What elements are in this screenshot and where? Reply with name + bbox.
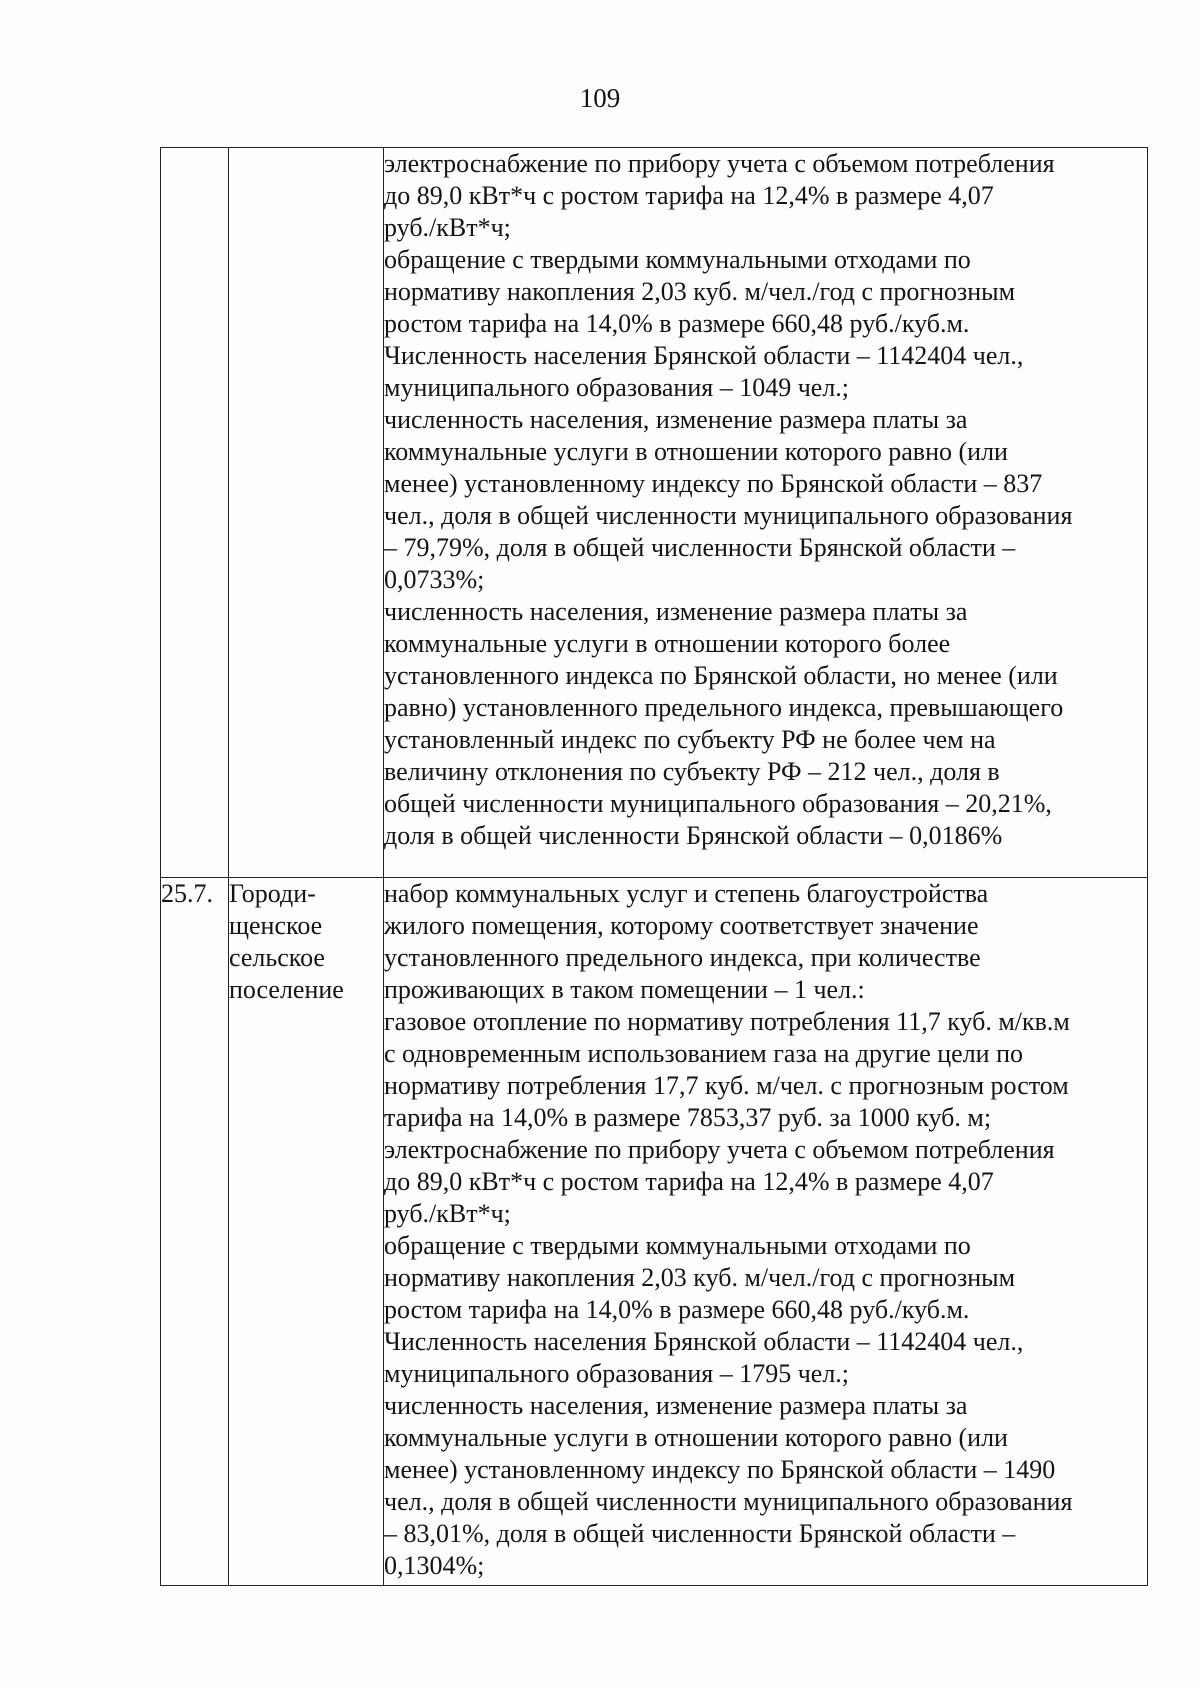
description-cell	[384, 878, 1148, 1586]
row-number-cell: 25.7.	[161, 878, 229, 1586]
text-line: общей численности муниципального образования – 20,21%,	[384, 789, 1052, 818]
text-line: коммунальные услуги в отношении которого равно (или	[384, 437, 1008, 466]
text-line: нормативу потребления 17,7 куб. м/чел. с прогнозным ростом	[384, 1071, 1069, 1100]
municipality-name-cell	[229, 878, 384, 1586]
text-line: 0,1304%;	[384, 1551, 485, 1580]
text-line: муниципального образования – 1049 чел.;	[384, 373, 850, 402]
name-line: щенское	[229, 911, 323, 940]
text-line: коммунальные услуги в отношении которого более	[384, 629, 951, 658]
text-line: чел., доля в общей численности муниципального образования	[384, 501, 1073, 530]
text-line: величину отклонения по субъекту РФ – 212 чел., доля в	[384, 757, 1000, 786]
text-line: нормативу накопления 2,03 куб. м/чел./год с прогнозным	[384, 277, 1016, 306]
name-line: поселение	[229, 975, 344, 1004]
text-line: газовое отопление по нормативу потребления 11,7 куб. м/кв.м	[384, 1007, 1070, 1036]
text-line: до 89,0 кВт*ч с ростом тарифа на 12,4% в размере 4,07	[384, 181, 994, 210]
text-line: до 89,0 кВт*ч с ростом тарифа на 12,4% в размере 4,07	[384, 1167, 994, 1196]
text-line: менее) установленному индексу по Брянской области – 837	[384, 469, 1043, 498]
text-line: тарифа на 14,0% в размере 7853,37 руб. за 1000 куб. м;	[384, 1103, 992, 1132]
document-table	[160, 147, 1148, 1586]
text-line: электроснабжение по прибору учета с объемом потребления	[384, 1135, 1055, 1164]
page-number: 109	[579, 83, 621, 113]
text-line: – 83,01%, доля в общей численности Брянской области –	[384, 1519, 1016, 1548]
text-line: нормативу накопления 2,03 куб. м/чел./год с прогнозным	[384, 1263, 1016, 1292]
text-line: равно) установленного предельного индекса, превышающего	[384, 693, 1064, 722]
text-line: жилого помещения, которому соответствует значение	[384, 911, 979, 940]
text-line: ростом тарифа на 14,0% в размере 660,48 руб./куб.м.	[384, 1295, 970, 1324]
text-line: Численность населения Брянской области – 1142404 чел.,	[384, 341, 1024, 370]
text-line: – 79,79%, доля в общей численности Брянской области –	[384, 533, 1016, 562]
name-line: Городи-	[229, 879, 316, 908]
text-line: набор коммунальных услуг и степень благоустройства	[384, 879, 989, 908]
text-line: численность населения, изменение размера платы за	[384, 597, 968, 626]
name-line: сельское	[229, 943, 325, 972]
text-line: руб./кВт*ч;	[384, 1199, 511, 1228]
description-cell	[384, 148, 1148, 878]
text-line: ростом тарифа на 14,0% в размере 660,48 руб./куб.м.	[384, 309, 970, 338]
text-line: обращение с твердыми коммунальными отходами по	[384, 245, 971, 274]
text-line: электроснабжение по прибору учета с объемом потребления	[384, 149, 1055, 178]
text-line: муниципального образования – 1795 чел.;	[384, 1359, 850, 1388]
municipality-name-cell	[229, 148, 384, 878]
text-line: доля в общей численности Брянской области – 0,0186%	[384, 821, 1003, 850]
text-line: установленного индекса по Брянской области, но менее (или	[384, 661, 1058, 690]
text-line: численность населения, изменение размера платы за	[384, 405, 968, 434]
text-line: коммунальные услуги в отношении которого равно (или	[384, 1423, 1008, 1452]
table-row	[161, 148, 1148, 878]
text-line: обращение с твердыми коммунальными отходами по	[384, 1231, 971, 1260]
text-line: установленного предельного индекса, при количестве	[384, 943, 981, 972]
text-line: проживающих в таком помещении – 1 чел.:	[384, 975, 865, 1004]
table-row	[161, 878, 1148, 1586]
text-line: с одновременным использованием газа на другие цели по	[384, 1039, 1023, 1068]
text-line: руб./кВт*ч;	[384, 213, 511, 242]
text-line: численность населения, изменение размера платы за	[384, 1391, 968, 1420]
text-line: чел., доля в общей численности муниципального образования	[384, 1487, 1073, 1516]
text-line: менее) установленному индексу по Брянской области – 1490	[384, 1455, 1056, 1484]
text-line: установленный индекс по субъекту РФ не более чем на	[384, 725, 996, 754]
text-line: 0,0733%;	[384, 565, 485, 594]
text-line: Численность населения Брянской области – 1142404 чел.,	[384, 1327, 1024, 1356]
row-number-cell	[161, 148, 229, 878]
